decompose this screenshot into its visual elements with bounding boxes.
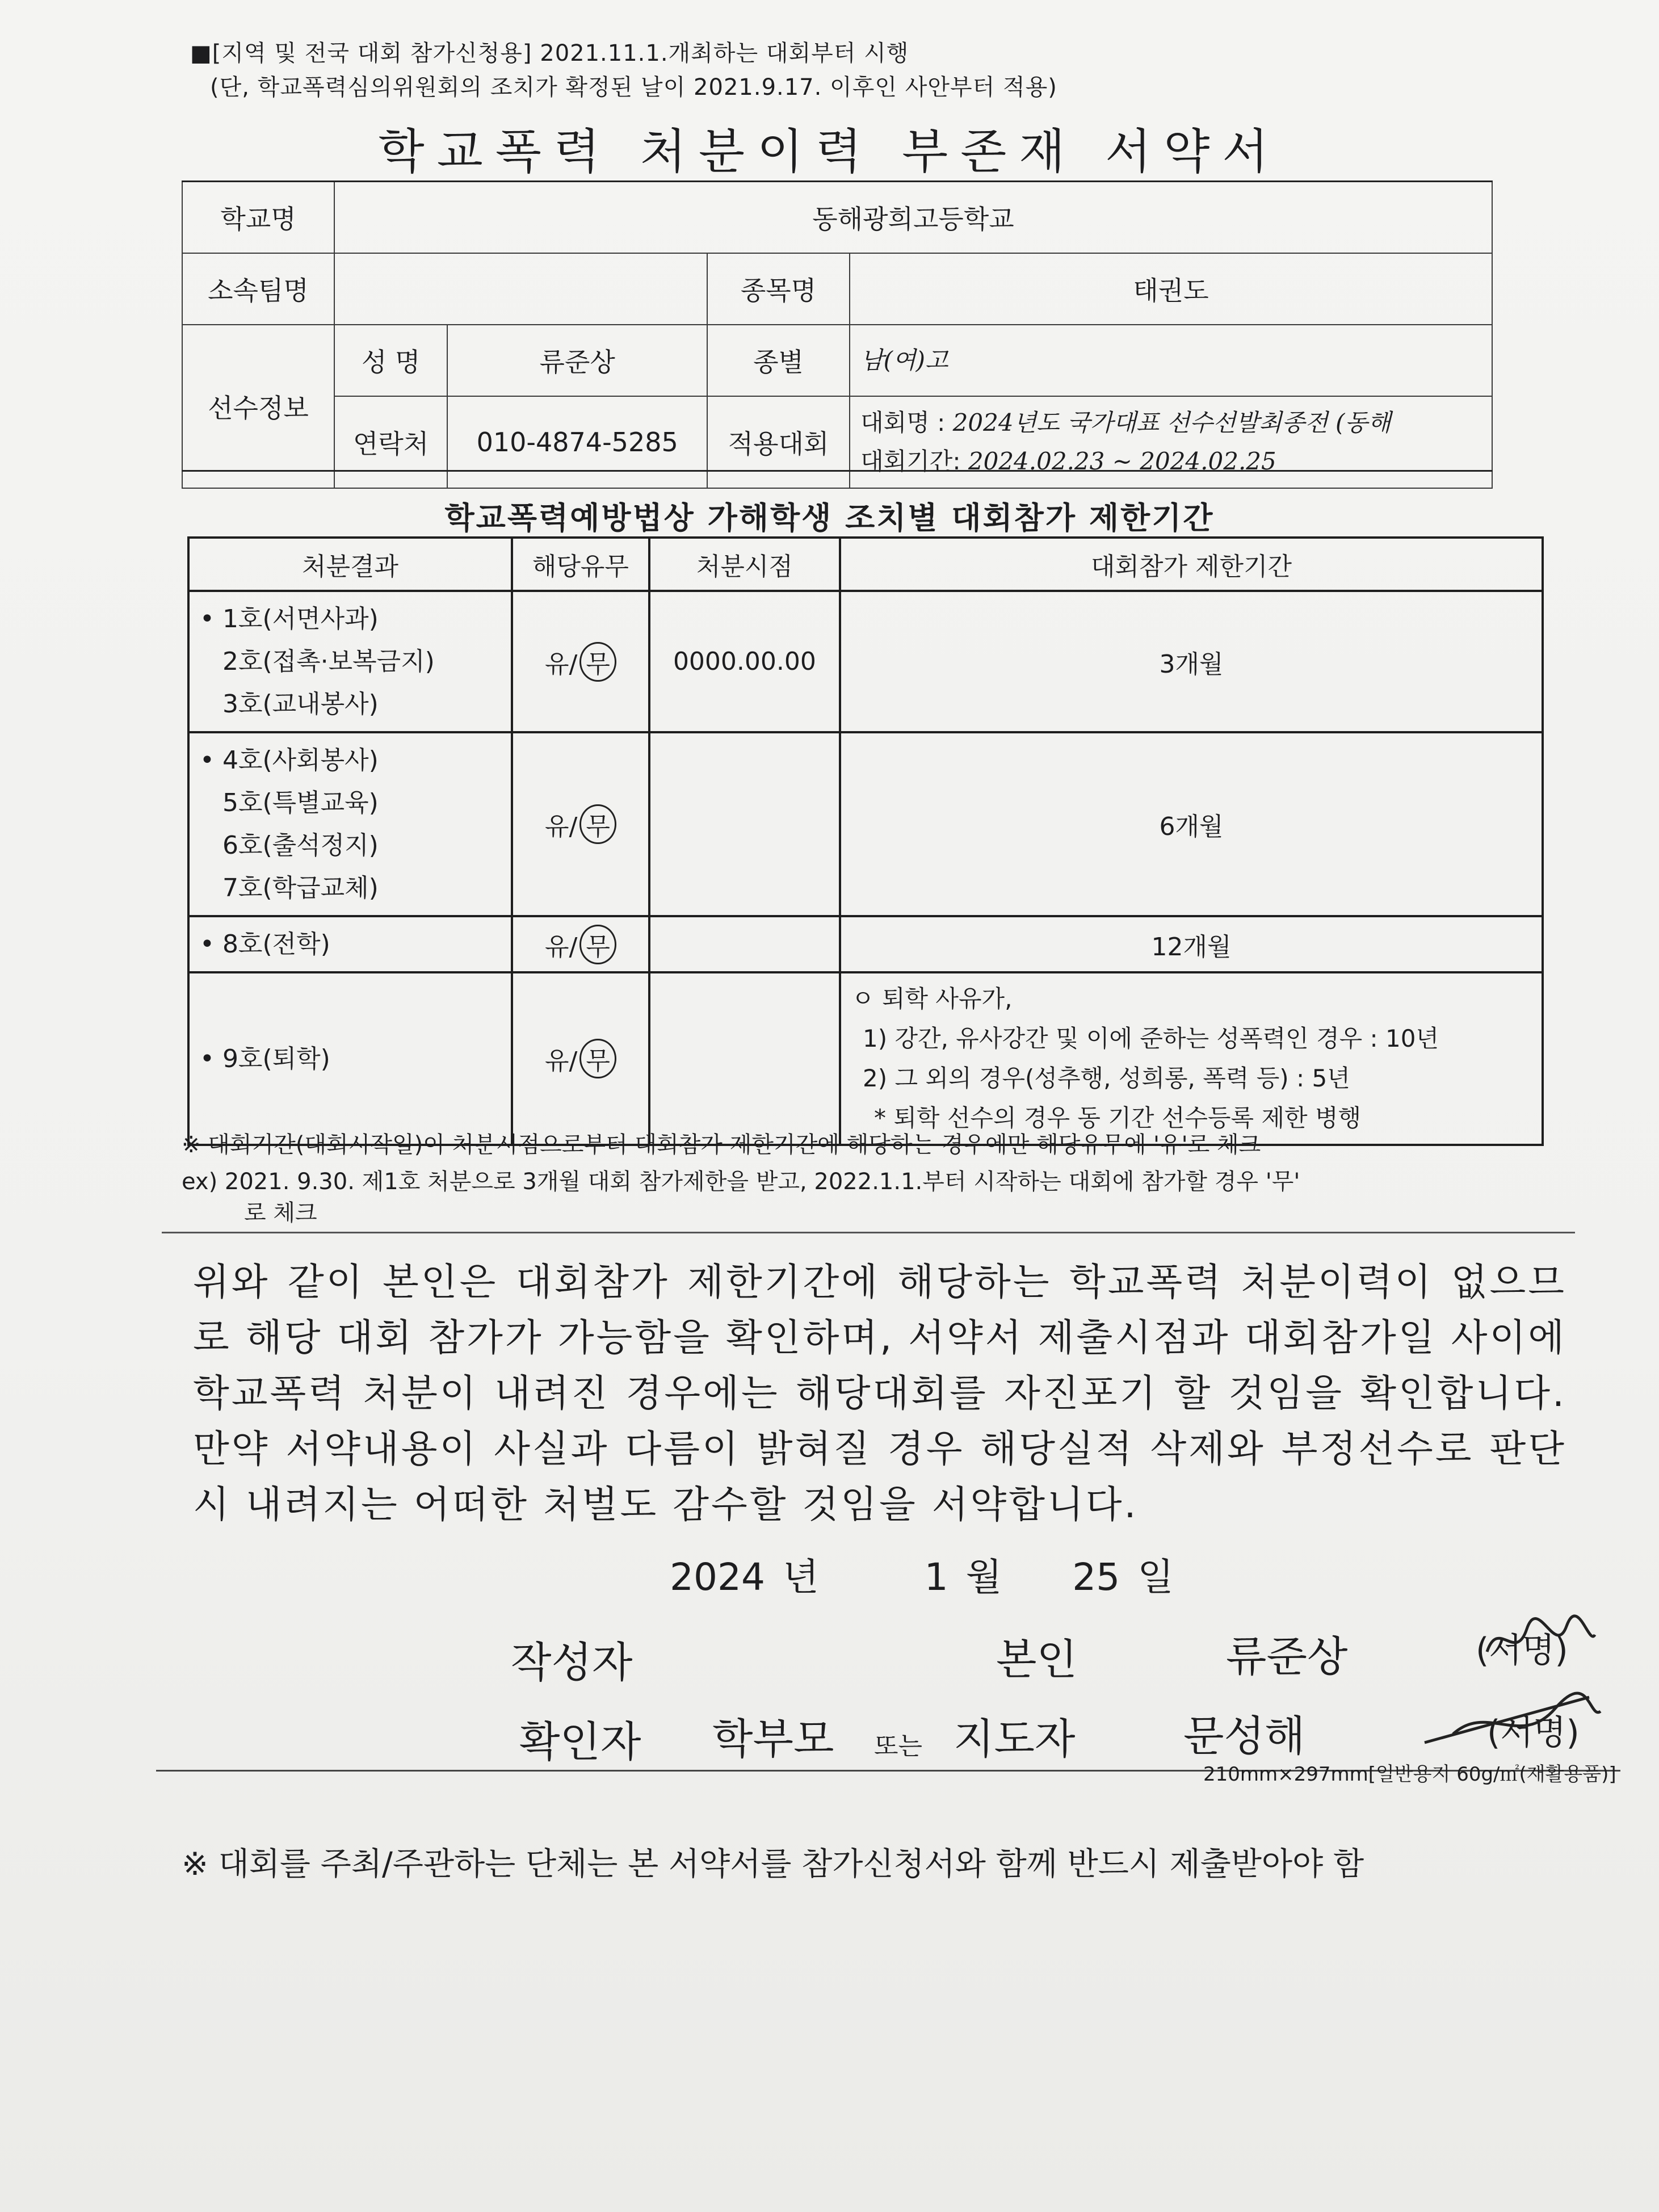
- measure-item: 3호(교내봉사): [222, 690, 379, 719]
- header-line1: ■[지역 및 전국 대회 참가신청용] 2021.11.1.개최하는 대회부터 시행: [190, 40, 909, 66]
- yn-prefix: 유/: [544, 812, 578, 841]
- yn-prefix: 유/: [544, 649, 578, 679]
- period-cell: 12개월: [840, 916, 1543, 972]
- header-time: 처분시점: [649, 538, 840, 591]
- measure-item: • 4호(사회봉사): [200, 746, 379, 775]
- measure-item: 7호(학급교체): [222, 874, 379, 903]
- applicant-info-table: [182, 181, 1493, 489]
- applicable-cell: [512, 972, 649, 1145]
- measure-item: • 8호(전학): [200, 930, 330, 959]
- self-label: 본인: [996, 1635, 1077, 1684]
- measure-cell: [188, 732, 512, 916]
- author-signature-scribble: [1476, 1612, 1601, 1674]
- date-year-unit: 년: [782, 1555, 819, 1599]
- expulsion-reason: 2) 그 외의 경우(성추행, 성희롱, 폭력 등) : 5년: [863, 1064, 1350, 1092]
- table-row: [188, 916, 1543, 972]
- note-line: ex) 2021. 9.30. 제1호 처분으로 3개월 대회 참가제한을 받고, 2022.1.1.부터 시작하는 대회에 참가할 경우 '무': [182, 1169, 1300, 1195]
- table-row: [188, 972, 1543, 1145]
- competition-period-row: [860, 442, 1481, 481]
- name-value: 류준상: [447, 325, 707, 396]
- gender-value: 남(여)고: [850, 325, 1492, 396]
- confirmer-label: 확인자: [519, 1718, 641, 1766]
- player-info-label: 선수정보: [182, 325, 334, 488]
- yn-prefix: 유/: [544, 932, 578, 962]
- document-title: 학교폭력 처분이력 부존재 서약서: [378, 124, 1281, 179]
- date-year: 2024: [670, 1555, 765, 1599]
- contact-label: 연락처: [334, 396, 447, 488]
- measure-cell: [188, 916, 512, 972]
- circled-mark: 무: [579, 1039, 616, 1078]
- period-cell: 6개월: [840, 732, 1543, 916]
- yn-prefix: 유/: [544, 1047, 578, 1076]
- date-month-unit: 월: [965, 1555, 1002, 1599]
- period-cell: 3개월: [840, 591, 1543, 732]
- date-day: 25: [1072, 1555, 1120, 1599]
- applicable-cell: [512, 916, 649, 972]
- coach-label: 지도자: [954, 1715, 1076, 1764]
- pledge-text: 위와 같이 본인은 대회참가 제한기간에 해당하는 학교폭력 처분이력이 없으므로 해당 대회 참가가 가능함을 확인하며, 서약서 제출시점과 대회참가일 사이에 학교폭력 처분이 내려진 경우에는 해당대회를 자진포기 할 것임을 확인합니다. 만약 서약내용이 사실과 다름이 밝혀질 경우 해당실적 삭제와 부정선수로 판단 시 내려지는 어떠한 처벌도 감수할 것임을 서약합니다.: [193, 1260, 1566, 1526]
- school-label: 학교명: [182, 182, 334, 254]
- section-divider: [182, 470, 1493, 472]
- school-value: 동해광희고등학교: [334, 182, 1492, 254]
- measure-item: 5호(특별교육): [222, 788, 379, 817]
- table-row: [188, 732, 1543, 916]
- competition-name-value: 2024년도 국가대표 선수선발최종전 (동해: [952, 409, 1391, 436]
- expulsion-reason: * 퇴학 선수의 경우 동 기간 선수등록 제한 병행: [874, 1104, 1362, 1132]
- confirmer-sign-label: (서명): [1487, 1713, 1580, 1753]
- expulsion-reason: ㅇ 퇴학 사유가,: [851, 985, 1013, 1013]
- event-value: 태권도: [850, 253, 1492, 325]
- applicable-cell: [512, 591, 649, 732]
- confirmer-name: 문성해: [1183, 1712, 1305, 1761]
- table-row: [188, 591, 1543, 732]
- competition-label: 적용대회: [707, 396, 850, 488]
- circled-mark: 무: [579, 804, 616, 844]
- time-cell: 0000.00.00: [649, 591, 840, 732]
- header-applicable: 해당유무: [512, 538, 649, 591]
- measure-item: • 1호(서면사과): [200, 605, 379, 633]
- contact-value: 010-4874-5285: [447, 396, 707, 488]
- competition-details: [850, 396, 1492, 488]
- measure-cell: [188, 972, 512, 1145]
- team-label: 소속팀명: [182, 253, 334, 325]
- signing-date: [670, 1547, 1174, 1601]
- header-period: 대회참가 제한기간: [840, 538, 1543, 591]
- author-label: 작성자: [511, 1638, 633, 1687]
- measure-item: • 9호(퇴학): [200, 1044, 330, 1073]
- measure-item: 6호(출석정지): [222, 831, 379, 860]
- time-cell: [649, 732, 840, 916]
- note-line: 로 체크: [244, 1200, 317, 1226]
- expulsion-reason: 1) 강간, 유사강간 및 이에 준하는 성폭력인 경우 : 10년: [863, 1025, 1439, 1052]
- note-line: ※ 대회기간(대회시작일)이 처분시점으로부터 대회참가 제한기간에 해당하는 경우에만 해당유무에 '유'로 체크: [182, 1132, 1261, 1158]
- paper-spec: 210mm×297mm[일반용지 60g/㎡(재활용품)]: [1203, 1763, 1616, 1786]
- circled-mark: 무: [579, 642, 616, 682]
- period-cell: [840, 972, 1543, 1145]
- header-result: 처분결과: [188, 538, 512, 591]
- restriction-subtitle: 학교폭력예방법상 가해학생 조치별 대회참가 제한기간: [444, 500, 1215, 536]
- restriction-table: [187, 536, 1544, 1146]
- time-cell: [649, 972, 840, 1145]
- team-value: [334, 253, 707, 325]
- or-label: 또는: [874, 1732, 923, 1761]
- time-cell: [649, 916, 840, 972]
- competition-name-label: 대회명 :: [860, 409, 946, 436]
- measure-cell: [188, 591, 512, 732]
- footer-note: ※ 대회를 주최/주관하는 단체는 본 서약서를 참가신청서와 함께 반드시 제출받아야 함: [182, 1846, 1364, 1883]
- measure-item: 2호(접촉·보복금지): [222, 647, 435, 676]
- name-label: 성 명: [334, 325, 447, 396]
- competition-period-label: 대회기간:: [860, 447, 961, 475]
- header-line2: (단, 학교폭력심의위원회의 조치가 확정된 날이 2021.9.17. 이후인 사안부터 적용): [210, 74, 1057, 100]
- competition-name-row: [860, 404, 1481, 442]
- author-sign-label: (서명): [1476, 1631, 1568, 1670]
- date-day-unit: 일: [1137, 1555, 1174, 1599]
- author-name: 류준상: [1226, 1632, 1348, 1681]
- circled-mark: 무: [579, 925, 616, 964]
- date-month: 1: [924, 1555, 948, 1599]
- gender-label: 종별: [707, 325, 850, 396]
- section-divider: [162, 1232, 1575, 1233]
- parent-label: 학부모: [712, 1715, 834, 1764]
- confirmer-signature-scribble: [1419, 1680, 1606, 1754]
- competition-period-value: 2024.02.23 ~ 2024.02.25: [968, 447, 1276, 475]
- applicable-cell: [512, 732, 649, 916]
- event-label: 종목명: [707, 253, 850, 325]
